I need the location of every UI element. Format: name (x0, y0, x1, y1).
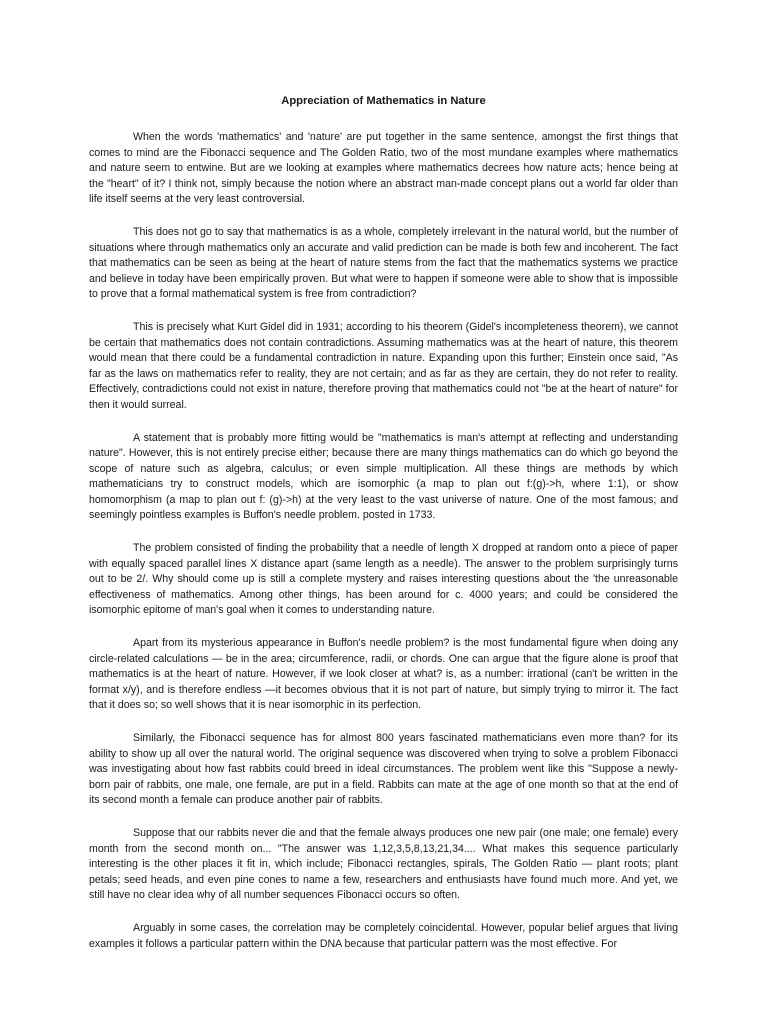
document-title: Appreciation of Mathematics in Nature (281, 95, 486, 107)
paragraph-5: The problem consisted of finding the probability that a needle of length X dropped at random onto a piece of paper with equally spaced parallel lines X distance apart (same length as a needle). The answer to the problem surprisingly turns out to be 2/. Why should come up is still a complete mystery and raises interesting questions about the 'the unreasonable effectiveness of mathematics. Among other things, has been around for c. 4000 years; and could be considered the isomorphic epitome of man's goal when it comes to understanding nature. (89, 542, 678, 617)
paragraph-1: When the words 'mathematics' and 'nature' are put together in the same sentence, amongst the first things that comes to mind are the Fibonacci sequence and The Golden Ratio, two of the most mundane examples where mathematics and nature seem to entwine. But are we looking at examples where mathematics decrees how nature acts; hence being at the "heart" of it? I think not, simply because the notion where an abstract man-made concept plans out a world far older than life itself seems at the very least controversial. (89, 131, 678, 206)
paragraph-8: Suppose that our rabbits never die and that the female always produces one new pair (one male; one female) every month from the second month on... "The answer was 1,12,3,5,8,13,21,34.... What makes this sequence particularly interesting is the other places it fit in, which include; Fibonacci rectangles, spirals, The Golden Ratio — plant roots; plant petals; seed heads, and even pine cones to name a few, researchers and enthusiasts have found much more. And yet, we still have no clear idea why of all number sequences Fibonacci occurs so often. (89, 826, 678, 902)
paragraph-3: This is precisely what Kurt Gidel did in 1931; according to his theorem (Gidel's incompleteness theorem), we cannot be certain that mathematics does not contain contradictions. Assuming mathematics was at the heart of nature, this theorem would mean that there could be a fundamental contradiction in nature. Expanding upon this further; Einstein once said, "As far as the laws on mathematics refer to reality, they are not certain; and as far as they are certain, they do not refer to reality. Effectively, contradictions could not exist in nature, therefore proving that mathematics could not "be at the heart of nature" for then it would surreal. (89, 320, 678, 411)
document-body (89, 93, 678, 969)
paragraph-9: Arguably in some cases, the correlation may be completely coincidental. However, popular belief argues that living examples it follows a particular pattern within the DNA because that particular pattern was the most effective. For (89, 921, 678, 950)
paragraph-2: This does not go to say that mathematics is as a whole, completely irrelevant in the natural world, but the number of situations where through mathematics only an accurate and valid prediction can be made is both few and incoherent. The fact that mathematics can be seen as being at the heart of nature stems from the fact that the mathematics systems we practice and believe in today have been empirically proven. But what were to happen if someone were able to show that is impossible to prove that a formal mathematical system is free from contradiction? (89, 225, 678, 301)
paragraph-4: A statement that is probably more fitting would be "mathematics is man's attempt at reflecting and understanding nature". However, this is not entirely precise either; because there are many things mathematics can do which go beyond the scope of nature such as algebra, calculus; or even simple multiplication. All these things are methods by which mathematicians try to construct models, which are isomorphic (a map to plan out f:(g)->h, where 1:1), or show homomorphism (a map to plan out f: (g)->h) at the very least to the vast universe of nature. One of the most famous; and seemingly pointless examples is Buffon's needle problem. posted in 1733. (89, 431, 678, 522)
paragraph-6: Apart from its mysterious appearance in Buffon's needle problem? is the most fundamental figure when doing any circle-related calculations — be in the area; circumference, radii, or chords. One can argue that the figure alone is proof that mathematics is at the heart of nature. However, if we look closer at what? is, as a number: irrational (can't be written in the format x/y), and is therefore endless —it becomes obvious that it is not part of nature, but simply trying to mirror it. The fact that it does so; so well shows that it is near isomorphic in its perfection. (89, 637, 678, 712)
paragraph-7: Similarly, the Fibonacci sequence has for almost 800 years fascinated mathematicians even more than? for its ability to show up all over the natural world. The original sequence was discovered when trying to solve a problem Fibonacci was investigating about how fast rabbits could breed in ideal circumstances. The problem went like this "Suppose a newly-born pair of rabbits, one male, one female, are put in a field. Rabbits can mate at the age of one month so that at the end of its second month a female can produce another pair of rabbits. (89, 732, 678, 807)
